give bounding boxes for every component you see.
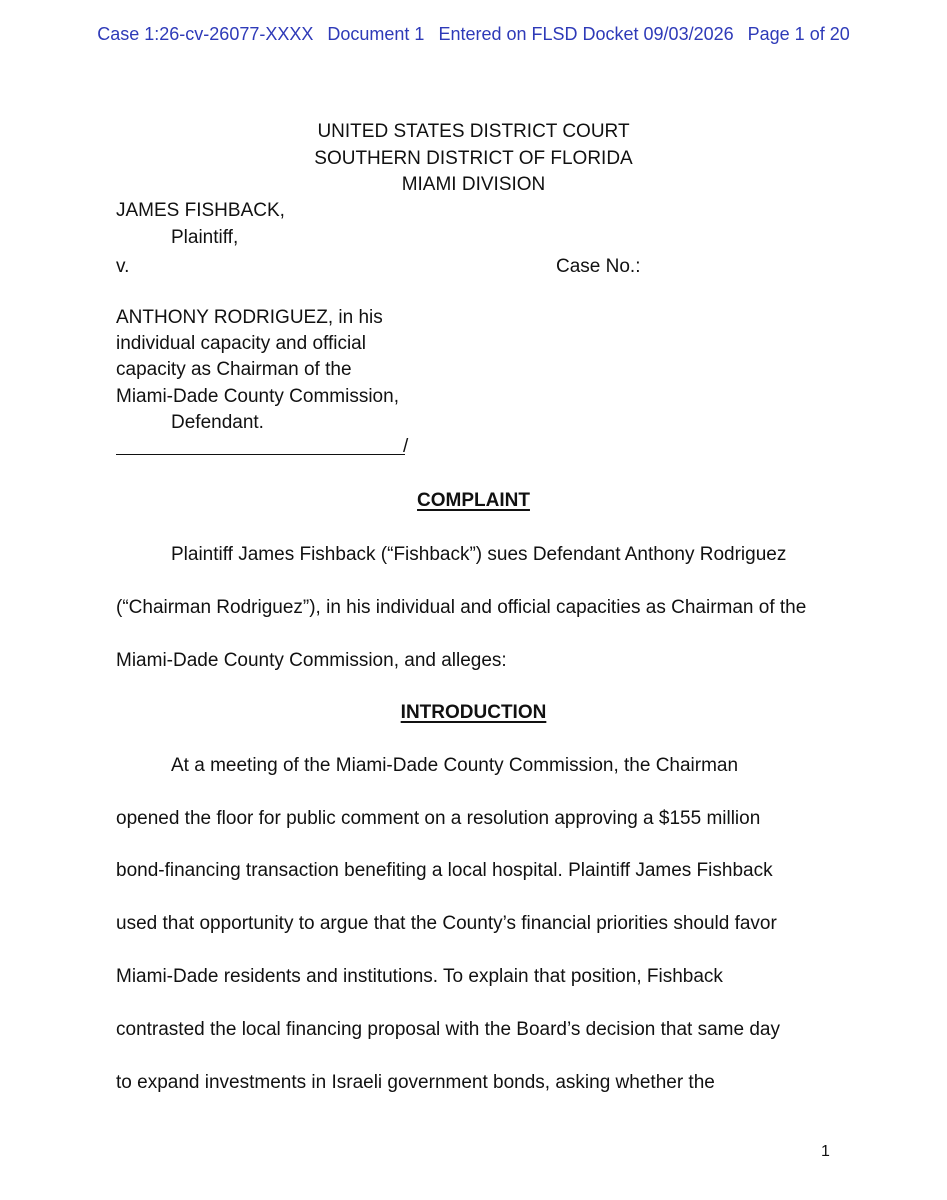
- introduction-line: to expand investments in Israeli government bonds, asking whether the: [116, 1072, 715, 1093]
- complaint-heading: COMPLAINT: [417, 490, 530, 511]
- defendant-line: ANTHONY RODRIGUEZ, in his: [116, 307, 383, 328]
- docket-page: Page 1 of 20: [747, 24, 850, 44]
- introduction-line: At a meeting of the Miami-Dade County Commission, the Chairman: [171, 755, 739, 776]
- caption-slash: /: [403, 436, 409, 457]
- versus: v.: [116, 256, 130, 277]
- docket-entered: Entered on FLSD Docket 09/03/2026: [438, 24, 734, 44]
- plaintiff-name: JAMES FISHBACK,: [116, 200, 285, 221]
- court-district: SOUTHERN DISTRICT OF FLORIDA: [314, 147, 633, 169]
- docket-document: Document 1: [327, 24, 425, 44]
- court-division: MIAMI DIVISION: [401, 174, 546, 195]
- introduction-line: Miami-Dade residents and institutions. To explain that position, Fishback: [116, 966, 723, 987]
- introduction-line: opened the floor for public comment on a resolution approving a $155 million: [116, 808, 761, 829]
- docket-header: [0, 24, 947, 45]
- complaint-line: (“Chairman Rodriguez”), in his individual and official capacities as Chairman of the: [116, 597, 807, 618]
- introduction-line: contrasted the local financing proposal with the Board’s decision that same day: [116, 1019, 780, 1040]
- introduction-line: bond-financing transaction benefiting a local hospital. Plaintiff James Fishback: [116, 860, 773, 881]
- defendant-line: individual capacity and official: [116, 333, 366, 354]
- case-number-label: Case No.:: [556, 256, 641, 277]
- complaint-line: Miami-Dade County Commission, and alleges:: [116, 650, 507, 671]
- defendant-line: capacity as Chairman of the: [116, 359, 352, 380]
- defendant-line: Miami-Dade County Commission,: [116, 386, 399, 407]
- caption-rule: [116, 454, 405, 455]
- introduction-heading: INTRODUCTION: [400, 702, 547, 723]
- docket-case-number: Case 1:26-cv-26077-XXXX: [97, 24, 314, 44]
- page-number: 1: [821, 1143, 830, 1160]
- introduction-line: used that opportunity to argue that the County’s financial priorities should favor: [116, 913, 777, 934]
- court-title-block: [0, 119, 947, 199]
- complaint-line: Plaintiff James Fishback (“Fishback”) sues Defendant Anthony Rodriguez: [171, 544, 787, 565]
- court-name: UNITED STATES DISTRICT COURT: [317, 121, 630, 142]
- plaintiff-role: Plaintiff,: [171, 227, 239, 248]
- defendant-role: Defendant.: [171, 412, 264, 433]
